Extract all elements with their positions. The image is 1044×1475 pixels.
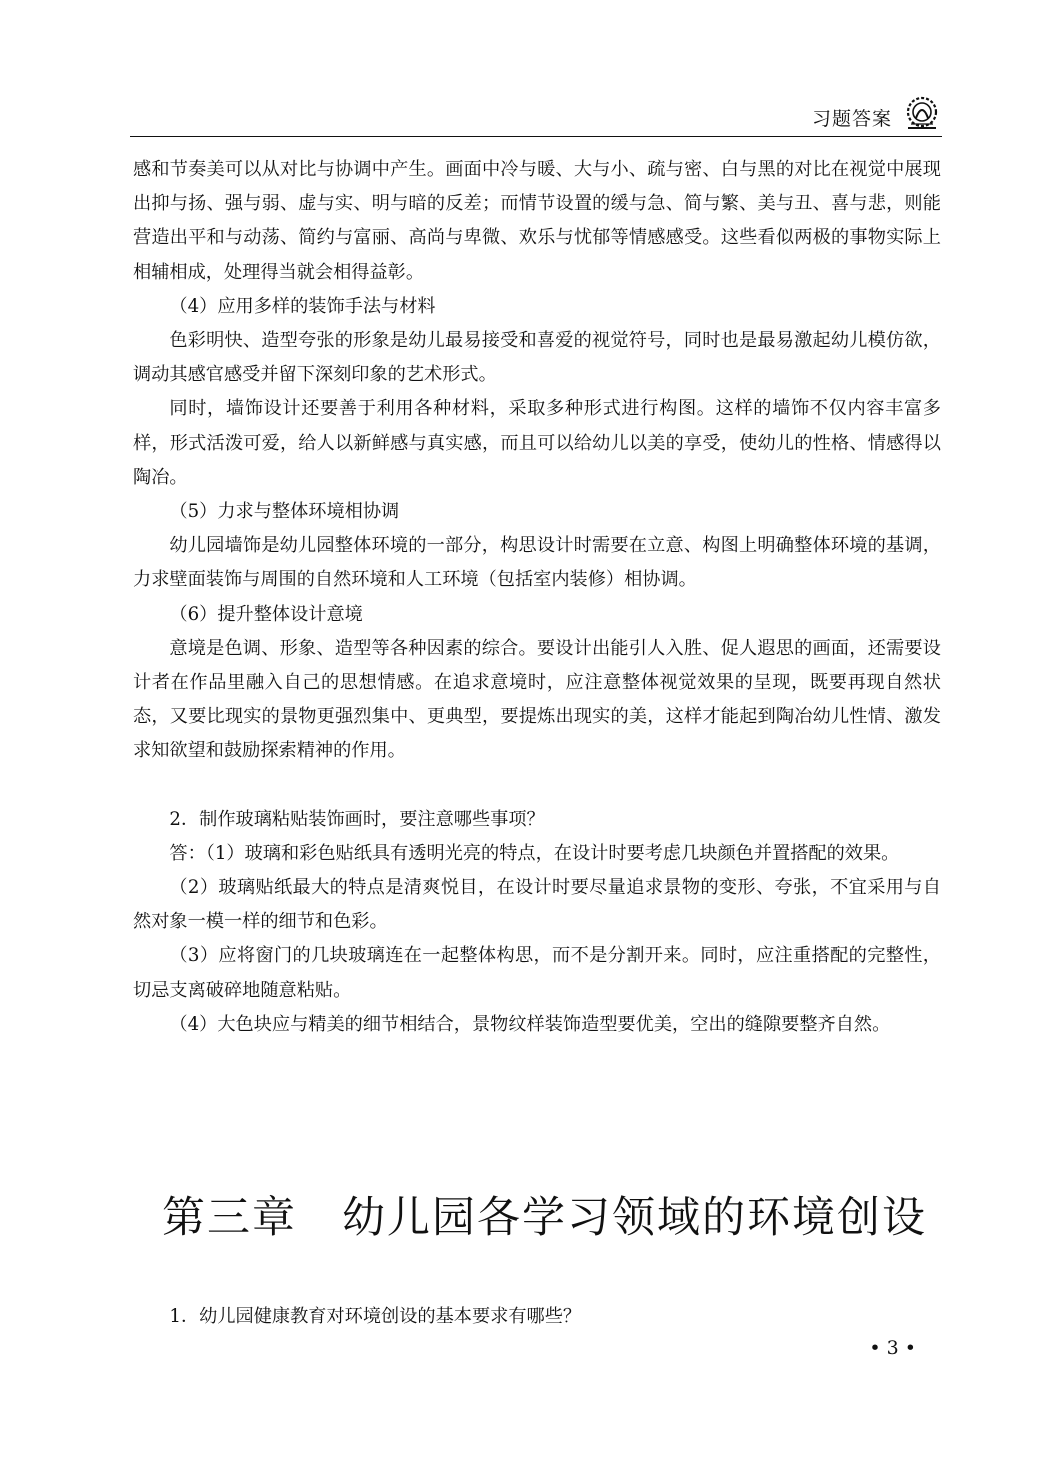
chapter-title: 第三章 幼儿园各学习领域的环境创设 <box>162 1193 927 1243</box>
answer-item: （4）大色块应与精美的细节相结合，景物纹样装饰造型要优美，空出的缝隙要整齐自然。 <box>169 1013 891 1035</box>
publisher-logo-icon <box>902 94 942 134</box>
subheading: （5）力求与整体环境相协调 <box>169 501 400 523</box>
question-section <box>133 1300 941 1334</box>
question: 2．制作玻璃粘贴装饰画时，要注意哪些事项？ <box>169 808 545 830</box>
running-header <box>130 94 942 138</box>
spacer <box>133 769 941 803</box>
paragraph: 色彩明快、造型夸张的形象是幼儿最易接受和喜爱的视觉符号，同时也是最易激起幼儿模仿欲，调动其感官感受并留下深刻印象的艺术形式。 <box>133 330 941 386</box>
paragraph: 同时，墙饰设计还要善于利用各种材料，采取多种形式进行构图。这样的墙饰不仅内容丰富多样，形式活泼可爱，给人以新鲜感与真实感，而且可以给幼儿以美的享受，使幼儿的性格、情感得以陶冶。 <box>133 398 941 488</box>
page-number: • 3 • <box>869 1337 916 1359</box>
body-text <box>133 153 941 1042</box>
header-title: 习题答案 <box>811 108 892 130</box>
paragraph: 幼儿园墙饰是幼儿园整体环境的一部分，构思设计时需要在立意、构图上明确整体环境的基调，力求壁面装饰与周围的自然环境和人工环境（包括室内装修）相协调。 <box>133 535 941 591</box>
subheading: （6）提升整体设计意境 <box>169 603 363 625</box>
answer-item: （3）应将窗门的几块玻璃连在一起整体构思，而不是分割开来。同时，应注重搭配的完整性，切忌支离破碎地随意粘贴。 <box>133 945 941 1001</box>
subheading: （4）应用多样的装饰手法与材料 <box>169 295 436 317</box>
paragraph: 感和节奏美可以从对比与协调中产生。画面中冷与暖、大与小、疏与密、白与黑的对比在视觉中展现出抑与扬、强与弱、虚与实、明与暗的反差；而情节设置的缓与急、简与繁、美与丑、喜与悲，则能营造出平和与动荡、简约与富丽、高尚与卑微、欢乐与忧郁等情感感受。这些看似两极的事物实际上相辅相成，处理得当就会相得益彰。 <box>133 159 941 283</box>
question: 1．幼儿园健康教育对环境创设的基本要求有哪些？ <box>169 1306 582 1327</box>
answer-item: 答：（1）玻璃和彩色贴纸具有透明光亮的特点，在设计时要考虑几块颜色并置搭配的效果。 <box>169 842 900 864</box>
paragraph: 意境是色调、形象、造型等各种因素的综合。要设计出能引人入胜、促人遐思的画面，还需要设计者在作品里融入自己的思想情感。在追求意境时，应注意整体视觉效果的呈现，既要再现自然状态，又要比现实的景物更强烈集中、更典型，要提炼出现实的美，这样才能起到陶冶幼儿性情、激发求知欲望和鼓励探索精神的作用。 <box>133 637 941 762</box>
header-rule <box>130 136 942 137</box>
answer-item: （2）玻璃贴纸最大的特点是清爽悦目，在设计时要尽量追求景物的变形、夸张，不宜采用与自然对象一模一样的细节和色彩。 <box>133 877 941 933</box>
